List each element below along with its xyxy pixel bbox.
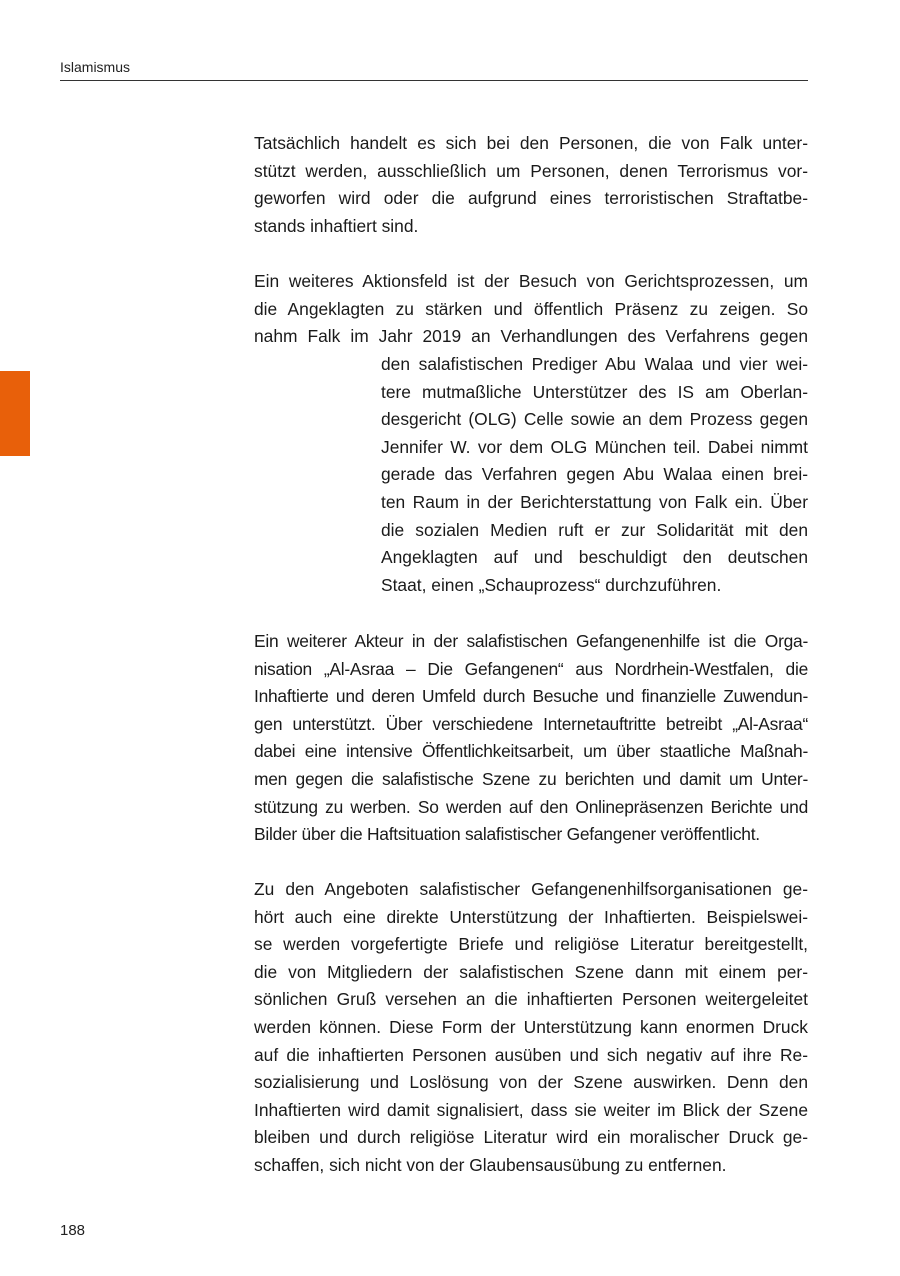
text-line: Inhaftierte und deren Umfeld durch Besuche und finanzielle Zuwendun- — [254, 686, 808, 707]
text-line: werden können. Diese Form der Unterstützung kann enormen Druck — [254, 1016, 808, 1037]
paragraph-3 — [254, 628, 808, 849]
text-line: die Angeklagten zu stärken und öffentlich Präsenz zu zeigen. So — [254, 298, 808, 319]
text-line: Tatsächlich handelt es sich bei den Personen, die von Falk unter- — [254, 133, 808, 153]
text-line: nahm Falk im Jahr 2019 an Verhandlungen des Verfahrens gegen — [254, 326, 808, 347]
text-line: men gegen die salafistische Szene zu berichten und damit um Unter- — [254, 768, 808, 789]
paragraph-2-wide — [254, 268, 808, 351]
text-line: die sozialen Medien ruft er zur Solidarität mit den — [381, 519, 808, 540]
text-line: nisation „Al-Asraa – Die Gefangenen“ aus Nordrhein-Westfalen, die — [254, 658, 808, 679]
text-line: geworfen wird oder die aufgrund eines terroristischen Straftatbe- — [254, 188, 808, 209]
running-head: Islamismus — [60, 59, 131, 75]
paragraph-4 — [254, 876, 808, 1180]
text-line: schaffen, sich nicht von der Glaubensausübung zu entfernen. — [254, 1154, 727, 1175]
text-line: Jennifer W. vor dem OLG München teil. Dabei nimmt — [381, 436, 808, 457]
text-line: ten Raum in der Berichterstattung von Falk ein. Über — [381, 491, 808, 512]
text-line: hört auch eine direkte Unterstützung der Inhaftierten. Beispielswei- — [254, 906, 808, 927]
text-line: Staat, einen „Schauprozess“ durchzuführen. — [381, 574, 722, 595]
text-line: Ein weiterer Akteur in der salafistischen Gefangenenhilfe ist die Orga- — [254, 631, 808, 651]
paragraph-2-narrow — [381, 351, 808, 599]
text-line: sozialisierung und Loslösung von der Szene auswirken. Denn den — [254, 1072, 808, 1093]
text-line: stützung zu werben. So werden auf den Onlinepräsenzen Berichte und — [254, 796, 808, 817]
text-line: se werden vorgefertigte Briefe und religiöse Literatur bereitgestellt, — [254, 934, 808, 955]
text-line: den salafistischen Prediger Abu Walaa und vier wei- — [381, 354, 808, 374]
text-line: sönlichen Gruß versehen an die inhaftierten Personen weitergeleitet — [254, 989, 808, 1010]
text-line: dabei eine intensive Öffentlichkeitsarbeit, um über staatliche Maßnah- — [254, 741, 808, 762]
text-line: die von Mitgliedern der salafistischen Szene dann mit einem per- — [254, 961, 808, 982]
text-line: Zu den Angeboten salafistischer Gefangenenhilfsorganisationen ge- — [254, 879, 808, 899]
text-line: Inhaftierten wird damit signalisiert, dass sie weiter im Blick der Szene — [254, 1099, 808, 1120]
text-line: desgericht (OLG) Celle sowie an dem Prozess gegen — [381, 409, 808, 430]
header-rule — [60, 80, 808, 81]
text-line: Angeklagten auf und beschuldigt den deutschen — [381, 547, 808, 568]
text-line: Ein weiteres Aktionsfeld ist der Besuch von Gerichtsprozessen, um — [254, 271, 808, 291]
text-line: gerade das Verfahren gegen Abu Walaa einen brei- — [381, 464, 808, 485]
paragraph-1 — [254, 130, 808, 240]
page-number: 188 — [60, 1222, 86, 1239]
text-line: bleiben und durch religiöse Literatur wird ein moralischer Druck ge- — [254, 1127, 808, 1148]
text-line: Bilder über die Haftsituation salafistischer Gefangener veröffentlicht. — [254, 824, 760, 845]
text-line: stands inhaftiert sind. — [254, 215, 419, 236]
text-line: tere mutmaßliche Unterstützer des IS am Oberlan- — [381, 381, 808, 402]
chapter-side-tab — [0, 371, 30, 456]
text-line: auf die inhaftierten Personen ausüben und sich negativ auf ihre Re- — [254, 1044, 808, 1065]
text-line: stützt werden, ausschließlich um Personen, denen Terrorismus vor- — [254, 160, 808, 181]
text-line: gen unterstützt. Über verschiedene Internetauftritte betreibt „Al-Asraa“ — [254, 713, 808, 734]
